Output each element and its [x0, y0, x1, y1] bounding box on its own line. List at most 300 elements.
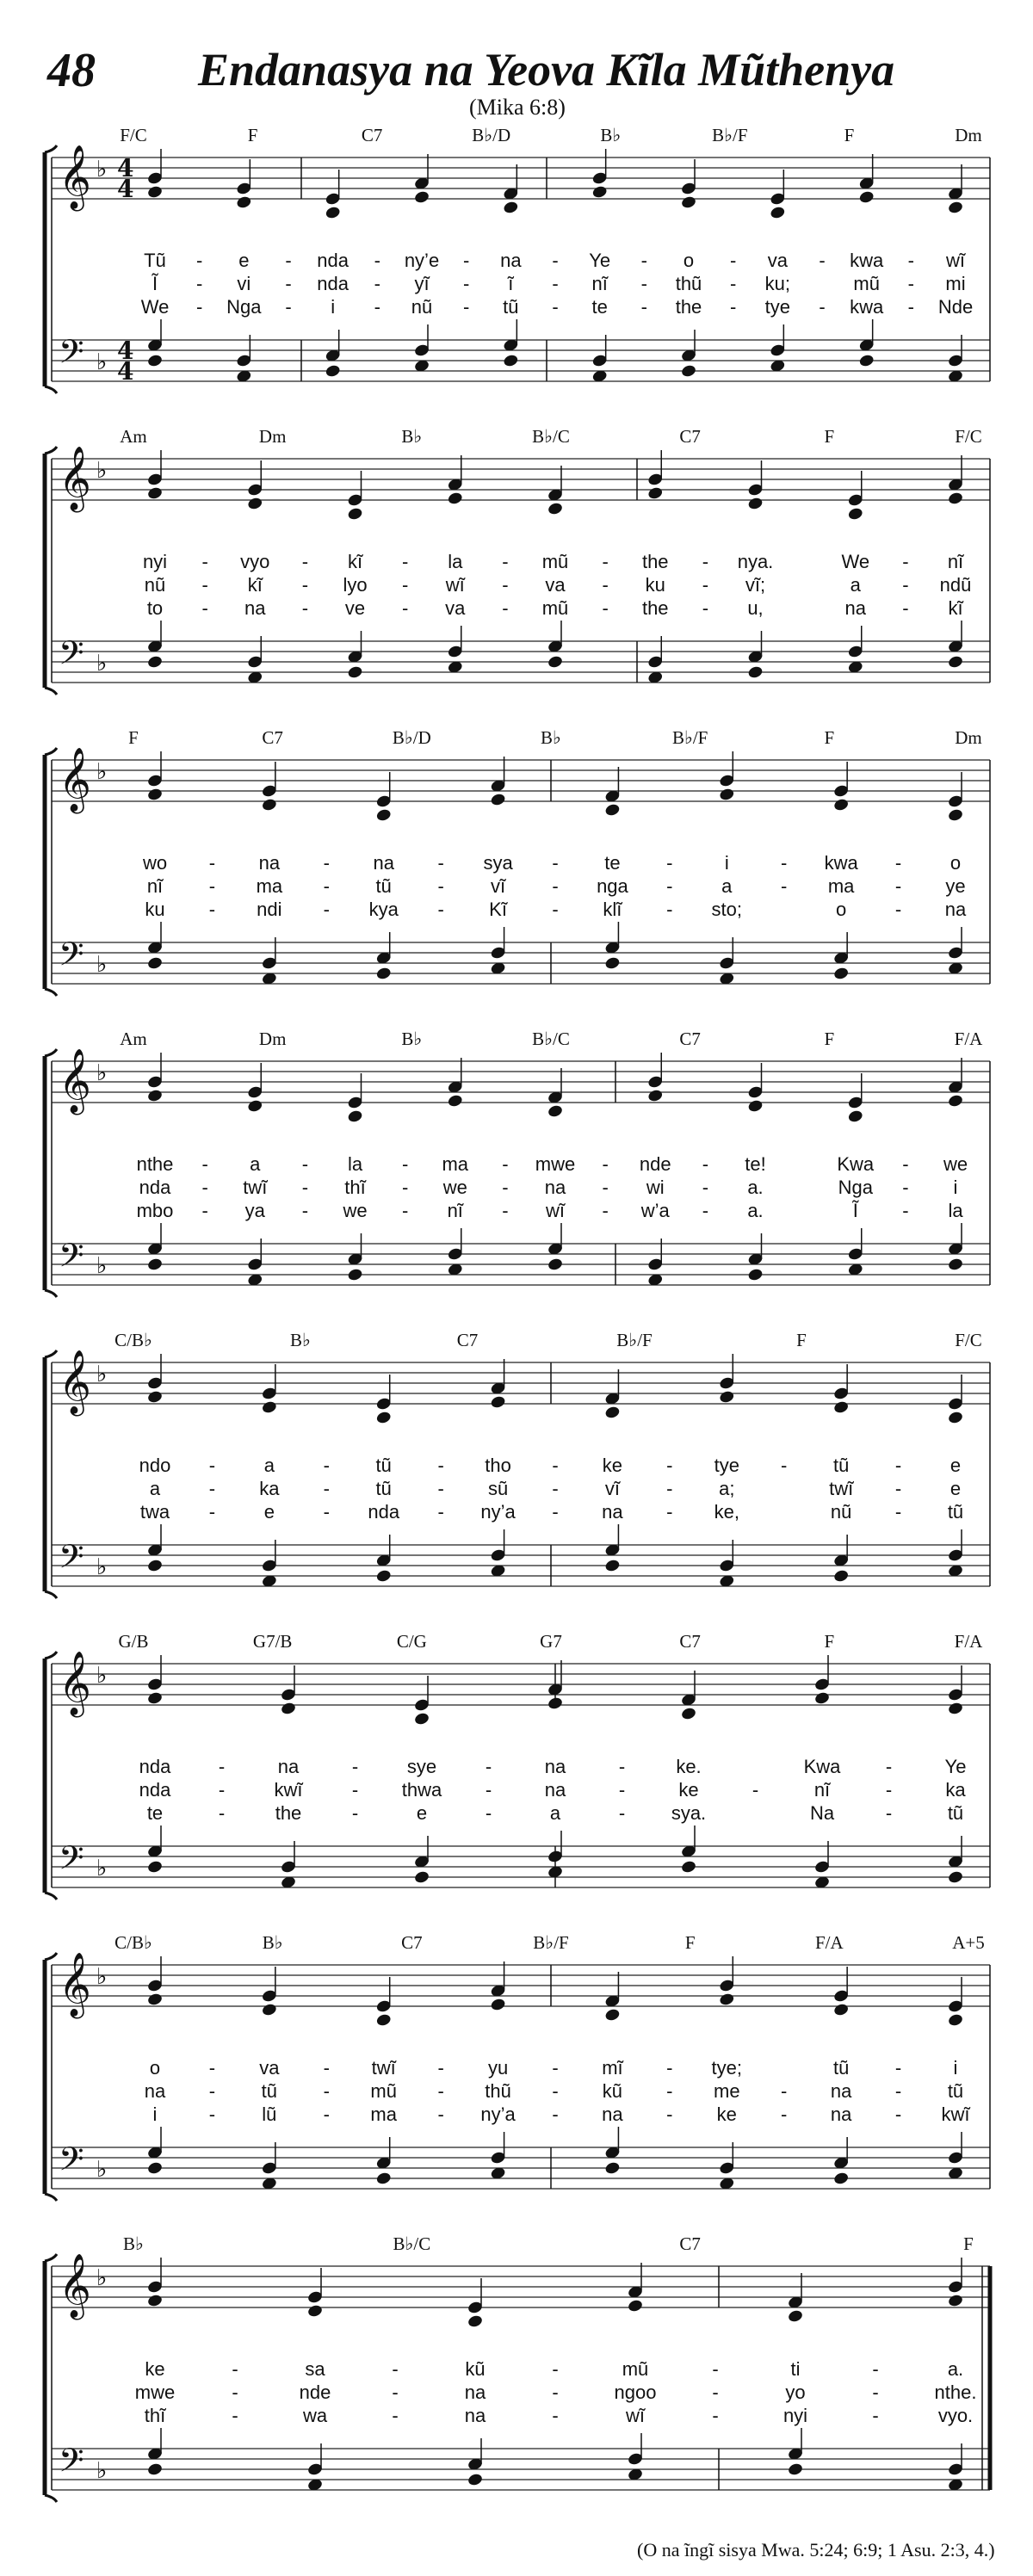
bass-notehead — [833, 1569, 850, 1584]
lyric-hyphen: - — [666, 2103, 673, 2125]
lyric-hyphen: - — [201, 551, 208, 572]
lyric-verse-3: mũ — [541, 597, 569, 619]
lyric-verse-1: nda — [317, 250, 349, 271]
lyric-hyphen: - — [902, 1200, 909, 1221]
bracket-bottom — [45, 2194, 57, 2201]
lyric-hyphen: - — [437, 1501, 444, 1523]
lyric-verse-3: nũ — [411, 296, 433, 318]
lyric-verse-3: kya — [368, 899, 399, 920]
lyric-verse-1: wo — [142, 852, 168, 874]
lyric-hyphen: - — [201, 597, 208, 619]
lyric-hyphen: - — [323, 852, 330, 874]
lyric-verse-2: nda — [139, 1177, 171, 1198]
lyric-verse-3: e — [263, 1501, 275, 1523]
lyric-verse-3: te — [591, 296, 608, 318]
lyric-hyphen: - — [232, 2381, 238, 2403]
bass-notehead — [680, 364, 696, 379]
chord-symbol: Dm — [955, 125, 982, 145]
lyric-hyphen: - — [208, 1455, 216, 1476]
lyric-hyphen: - — [819, 296, 826, 318]
lyric-verse-3: wa — [302, 2405, 328, 2426]
lyric-verse-2: ke — [678, 1779, 699, 1801]
hymn-title: Endanasya na Yeova Kĩla Mũthenya — [198, 44, 895, 96]
lyric-verse-3: ya — [244, 1200, 265, 1221]
bass-notehead — [604, 1559, 621, 1573]
bass-clef-icon: 𝄢 — [59, 2140, 84, 2186]
lyric-verse-3: Na — [809, 1802, 835, 1824]
chord-symbol: B♭/D — [392, 727, 431, 748]
alto-notehead — [261, 2003, 277, 2017]
lyric-verse-2: twĩ — [243, 1177, 268, 1198]
chord-symbol: B♭/C — [532, 1029, 570, 1049]
alto-notehead — [833, 2003, 850, 2017]
lyric-verse-1: nthe — [136, 1153, 174, 1175]
lyric-hyphen: - — [392, 2405, 399, 2426]
chord-symbol: F — [128, 727, 139, 748]
lyric-hyphen: - — [618, 1756, 626, 1777]
chord-symbol: C7 — [361, 125, 383, 145]
lyric-verse-3: ny’a — [480, 2103, 516, 2125]
lyric-verse-1: wĩ — [946, 250, 965, 271]
lyric-verse-1: sye — [406, 1756, 437, 1777]
lyric-hyphen: - — [666, 2080, 673, 2102]
lyric-verse-1: tye; — [711, 2057, 743, 2079]
lyric-hyphen: - — [323, 2080, 330, 2102]
lyric-hyphen: - — [437, 899, 444, 920]
lyric-hyphen: - — [602, 597, 609, 619]
lyric-verse-1: ti — [790, 2358, 801, 2380]
lyric-verse-2: vi — [237, 273, 251, 294]
chord-symbol: B♭/C — [393, 2233, 431, 2254]
lyric-verse-3: Kĩ — [489, 899, 507, 920]
lyric-hyphen: - — [374, 250, 380, 271]
lyric-verse-2: ma — [256, 875, 283, 897]
lyric-verse-2: tũ — [375, 875, 392, 897]
lyric-hyphen: - — [894, 852, 902, 874]
alto-notehead — [280, 1702, 296, 1716]
music-system — [0, 2233, 1033, 2535]
lyric-verse-3: na — [244, 597, 266, 619]
lyric-verse-3: ku — [145, 899, 165, 920]
lyric-verse-1: o — [683, 250, 695, 271]
lyric-verse-3: tye — [764, 296, 791, 318]
lyric-verse-1: na — [277, 1756, 300, 1777]
lyric-verse-1: e — [949, 1455, 962, 1476]
lyric-verse-1: ma — [442, 1153, 469, 1175]
alto-notehead — [306, 2304, 323, 2319]
chord-symbol: C7 — [456, 1330, 479, 1350]
bass-notehead — [747, 665, 764, 680]
lyric-verse-3: nĩ — [447, 1200, 463, 1221]
lyric-verse-1: i — [953, 2057, 958, 2079]
lyric-verse-2: wi — [646, 1177, 665, 1198]
key-signature-flat-icon: ♭ — [96, 952, 108, 978]
lyric-hyphen: - — [195, 296, 203, 318]
lyric-hyphen: - — [485, 1756, 492, 1777]
lyric-hyphen: - — [323, 1478, 330, 1499]
lyric-hyphen: - — [232, 2358, 238, 2380]
lyric-verse-1: mĩ — [602, 2057, 623, 2079]
alto-notehead — [325, 206, 341, 220]
lyric-hyphen: - — [201, 1177, 208, 1198]
lyric-verse-2: na — [144, 2080, 166, 2102]
lyric-hyphen: - — [301, 1153, 309, 1175]
lyric-verse-2: thũ — [675, 273, 702, 294]
key-signature-flat-icon: ♭ — [96, 1060, 108, 1086]
lyric-verse-1: kĩ — [347, 551, 363, 572]
music-system — [0, 125, 1033, 426]
lyric-hyphen: - — [208, 875, 216, 897]
lyric-hyphen: - — [552, 2080, 559, 2102]
lyric-hyphen: - — [819, 250, 826, 271]
alto-notehead — [447, 1094, 463, 1109]
bracket-bottom — [45, 1290, 57, 1297]
music-system — [0, 1029, 1033, 1330]
lyric-hyphen: - — [195, 250, 203, 271]
lyric-verse-2: nĩ — [591, 273, 608, 294]
lyric-verse-2: tũ — [375, 1478, 392, 1499]
lyric-verse-3: te — [146, 1802, 164, 1824]
lyric-hyphen: - — [552, 899, 559, 920]
lyric-hyphen: - — [666, 1455, 673, 1476]
chord-symbol: C7 — [679, 426, 701, 447]
lyric-verse-3: tũ — [947, 1501, 964, 1523]
lyric-verse-2: kũ — [602, 2080, 623, 2102]
lyric-verse-1: la — [347, 1153, 363, 1175]
bass-notehead — [146, 2462, 163, 2477]
bass-notehead — [146, 2161, 163, 2176]
lyric-verse-2: nũ — [144, 574, 166, 596]
lyric-hyphen: - — [781, 875, 788, 897]
alto-notehead — [247, 1099, 263, 1114]
lyric-hyphen: - — [351, 1802, 359, 1824]
lyric-verse-1: Kwa — [837, 1153, 875, 1175]
time-signature-digit: 4 — [117, 154, 134, 182]
alto-notehead — [680, 195, 696, 210]
lyric-verse-3: ke, — [714, 1501, 739, 1523]
alto-notehead — [490, 793, 506, 807]
lyric-verse-3: ve — [344, 597, 366, 619]
lyric-verse-3: tũ — [503, 296, 519, 318]
lyric-verse-1: Ye — [589, 250, 611, 271]
lyric-verse-1: we — [943, 1153, 968, 1175]
lyric-verse-1: nda — [139, 1756, 171, 1777]
lyric-hyphen: - — [301, 1200, 309, 1221]
lyric-hyphen: - — [437, 1478, 444, 1499]
lyric-hyphen: - — [712, 2358, 719, 2380]
lyric-hyphen: - — [781, 1455, 788, 1476]
lyric-verse-2: nĩ — [813, 1779, 831, 1801]
chord-symbol: Dm — [258, 1029, 287, 1049]
lyric-hyphen: - — [502, 1200, 509, 1221]
lyric-verse-3: vyo. — [937, 2405, 974, 2426]
bracket-bottom — [45, 386, 57, 393]
chord-symbol: F/C — [955, 1330, 982, 1350]
lyric-verse-3: sya. — [671, 1802, 707, 1824]
alto-notehead — [413, 190, 430, 205]
time-signature-digit: 4 — [117, 175, 134, 203]
chord-symbol: F — [247, 125, 258, 145]
lyric-hyphen: - — [894, 2057, 902, 2079]
chord-symbol: F/C — [120, 125, 147, 145]
lyric-hyphen: - — [502, 1153, 509, 1175]
lyric-verse-2: ma — [827, 875, 855, 897]
alto-notehead — [770, 206, 786, 220]
lyric-verse-3: na — [830, 2103, 852, 2125]
lyric-hyphen: - — [437, 2057, 444, 2079]
lyric-hyphen: - — [729, 296, 737, 318]
lyric-verse-1: a. — [947, 2358, 964, 2380]
lyric-verse-1: va — [767, 250, 788, 271]
chord-symbol: A+5 — [952, 1932, 985, 1953]
alto-notehead — [604, 2008, 621, 2023]
lyric-hyphen: - — [907, 296, 914, 318]
lyric-verse-2: thwa — [401, 1779, 442, 1801]
chord-symbol: B♭ — [262, 1932, 283, 1953]
lyric-hyphen: - — [702, 551, 709, 572]
lyric-verse-3: thĩ — [144, 2405, 166, 2426]
chord-symbol: Am — [120, 426, 147, 447]
lyric-hyphen: - — [301, 1177, 309, 1198]
lyric-verse-3: We — [140, 296, 170, 318]
lyric-verse-1: tũ — [375, 1455, 392, 1476]
lyric-verse-2: yo — [785, 2381, 806, 2403]
lyric-verse-2: Ĩ — [152, 273, 158, 294]
treble-clef-icon: 𝄞 — [59, 748, 91, 812]
alto-notehead — [847, 507, 863, 522]
lyric-verse-1: te — [604, 852, 621, 874]
alto-notehead — [146, 185, 163, 200]
treble-clef-icon: 𝄞 — [59, 145, 91, 209]
lyric-hyphen: - — [618, 1779, 626, 1801]
lyric-verse-2: thũ — [485, 2080, 511, 2102]
alto-notehead — [833, 1400, 850, 1415]
lyric-hyphen: - — [462, 250, 470, 271]
alto-notehead — [247, 497, 263, 511]
alto-notehead — [146, 2294, 163, 2308]
lyric-verse-3: kwĩ — [941, 2103, 970, 2125]
alto-notehead — [547, 1696, 563, 1711]
chord-symbol: Dm — [955, 727, 982, 748]
lyric-verse-3: a — [549, 1802, 561, 1824]
lyric-verse-1: We — [841, 551, 870, 572]
lyric-verse-1: Kwa — [803, 1756, 841, 1777]
lyric-hyphen: - — [618, 1802, 626, 1824]
lyric-hyphen: - — [602, 1200, 609, 1221]
lyric-hyphen: - — [602, 1153, 609, 1175]
bass-notehead — [547, 655, 563, 670]
lyric-verse-1: twĩ — [371, 2057, 396, 2079]
key-signature-flat-icon: ♭ — [96, 349, 108, 375]
alto-notehead — [680, 1707, 696, 1721]
lyric-verse-3: va — [445, 597, 466, 619]
lyric-verse-1: tũ — [832, 1455, 850, 1476]
alto-notehead — [947, 491, 963, 506]
lyric-hyphen: - — [285, 296, 292, 318]
chord-symbol: F — [824, 1029, 835, 1049]
alto-notehead — [719, 788, 735, 802]
bass-notehead — [375, 2171, 392, 2186]
alto-notehead — [604, 1405, 621, 1420]
lyric-verse-2: ku; — [764, 273, 791, 294]
lyric-verse-1: o — [949, 852, 962, 874]
lyric-hyphen: - — [201, 574, 208, 596]
lyric-verse-1: tũ — [832, 2057, 850, 2079]
lyric-hyphen: - — [502, 574, 509, 596]
footer-references: (O na ĩngĩ sisya Mwa. 5:24; 6:9; 1 Asu. 2:3, 4.) — [637, 2539, 995, 2561]
lyric-verse-1: mũ — [541, 551, 569, 572]
key-signature-flat-icon: ♭ — [96, 2265, 108, 2291]
chord-symbol: C/G — [396, 1631, 427, 1652]
lyric-verse-2: a; — [719, 1478, 735, 1499]
lyric-verse-1: kwa — [850, 250, 884, 271]
bass-notehead — [146, 956, 163, 971]
lyric-hyphen: - — [729, 273, 737, 294]
lyric-hyphen: - — [218, 1802, 226, 1824]
bass-notehead — [547, 1257, 563, 1272]
alto-notehead — [503, 201, 519, 215]
lyric-hyphen: - — [323, 899, 330, 920]
lyric-verse-2: va — [545, 574, 566, 596]
lyric-hyphen: - — [712, 2381, 719, 2403]
chord-symbol: C7 — [401, 1932, 423, 1953]
lyric-hyphen: - — [401, 597, 409, 619]
alto-notehead — [146, 1992, 163, 2007]
bass-notehead — [375, 967, 392, 981]
lyric-verse-3: mbo — [136, 1200, 174, 1221]
lyric-hyphen: - — [201, 1153, 208, 1175]
lyric-verse-2: ka — [945, 1779, 966, 1801]
chord-symbol: Dm — [258, 426, 287, 447]
lyric-hyphen: - — [781, 852, 788, 874]
lyric-verse-1: ndo — [139, 1455, 171, 1476]
lyric-hyphen: - — [301, 574, 309, 596]
lyric-hyphen: - — [201, 1200, 208, 1221]
chord-symbol: F — [824, 426, 835, 447]
bass-notehead — [146, 1257, 163, 1272]
lyric-verse-3: na — [844, 597, 866, 619]
alto-notehead — [375, 2013, 392, 2028]
bracket-bottom — [45, 688, 57, 695]
lyric-hyphen: - — [502, 551, 509, 572]
lyric-verse-2: na — [464, 2381, 486, 2403]
lyric-verse-2: na — [544, 1779, 566, 1801]
alto-notehead — [747, 1099, 764, 1114]
alto-notehead — [947, 2013, 963, 2028]
chord-symbol: F/A — [954, 1029, 983, 1049]
alto-notehead — [847, 1109, 863, 1124]
lyric-hyphen: - — [323, 875, 330, 897]
lyric-hyphen: - — [552, 852, 559, 874]
lyric-hyphen: - — [872, 2381, 879, 2403]
bass-clef-icon: 𝄢 — [59, 935, 84, 981]
lyric-verse-3: na — [944, 899, 967, 920]
lyric-verse-2: mũ — [853, 273, 880, 294]
lyric-hyphen: - — [640, 273, 647, 294]
lyric-hyphen: - — [885, 1802, 893, 1824]
alto-notehead — [647, 486, 664, 501]
lyric-verse-1: ke — [145, 2358, 165, 2380]
lyric-verse-1: la — [448, 551, 463, 572]
bass-notehead — [467, 2473, 483, 2487]
lyric-hyphen: - — [640, 250, 647, 271]
bracket-top — [45, 748, 57, 755]
lyric-hyphen: - — [902, 574, 909, 596]
alto-notehead — [947, 1094, 963, 1109]
bracket-bottom — [45, 1591, 57, 1598]
lyric-hyphen: - — [552, 296, 559, 318]
lyric-hyphen: - — [502, 1177, 509, 1198]
lyric-verse-2: ku — [645, 574, 665, 596]
lyric-hyphen: - — [872, 2405, 879, 2426]
alto-notehead — [858, 190, 875, 205]
alto-notehead — [236, 195, 252, 210]
lyric-hyphen: - — [218, 1779, 226, 1801]
music-system — [0, 426, 1033, 727]
lyric-verse-2: me — [714, 2080, 740, 2102]
lyric-hyphen: - — [208, 1478, 216, 1499]
alto-notehead — [719, 1992, 735, 2007]
lyric-verse-3: nyi — [782, 2405, 808, 2426]
lyric-hyphen: - — [902, 1177, 909, 1198]
lyric-verse-2: ĩ — [508, 273, 514, 294]
lyric-verse-2: i — [953, 1177, 958, 1198]
alto-notehead — [347, 507, 363, 522]
bass-notehead — [787, 2462, 803, 2477]
lyric-hyphen: - — [208, 2080, 216, 2102]
alto-notehead — [604, 803, 621, 818]
lyric-verse-3: twa — [139, 1501, 170, 1523]
music-system — [0, 1631, 1033, 1932]
key-signature-flat-icon: ♭ — [96, 1554, 108, 1580]
lyric-hyphen: - — [462, 273, 470, 294]
lyric-hyphen: - — [666, 1478, 673, 1499]
chord-symbol: C7 — [262, 727, 283, 748]
key-signature-flat-icon: ♭ — [96, 2458, 108, 2484]
lyric-verse-3: lũ — [262, 2103, 277, 2125]
lyric-hyphen: - — [702, 1200, 709, 1221]
lyric-hyphen: - — [894, 2080, 902, 2102]
bass-notehead — [858, 354, 875, 368]
lyric-verse-3: we — [343, 1200, 368, 1221]
chord-symbol: C/B♭ — [114, 1330, 152, 1350]
lyric-verse-1: tho — [485, 1455, 511, 1476]
lyric-verse-3: klĩ — [603, 899, 622, 920]
lyric-hyphen: - — [666, 899, 673, 920]
chord-symbol: F/A — [814, 1932, 844, 1953]
lyric-hyphen: - — [902, 1153, 909, 1175]
key-signature-flat-icon: ♭ — [96, 458, 108, 484]
alto-notehead — [813, 1691, 830, 1706]
lyric-hyphen: - — [462, 296, 470, 318]
bracket-top — [45, 447, 57, 454]
bass-notehead — [146, 354, 163, 368]
alto-notehead — [146, 486, 163, 501]
bass-clef-icon: 𝄢 — [59, 633, 84, 680]
lyric-hyphen: - — [552, 2358, 559, 2380]
lyric-verse-1: ny’e — [404, 250, 440, 271]
bass-clef-icon: 𝄢 — [59, 332, 84, 379]
key-signature-flat-icon: ♭ — [96, 2157, 108, 2183]
lyric-hyphen: - — [401, 1200, 409, 1221]
bracket-top — [45, 2254, 57, 2261]
lyric-verse-3: Nga — [226, 296, 262, 318]
bracket-bottom — [45, 989, 57, 996]
alto-notehead — [375, 808, 392, 823]
lyric-verse-3: ma — [370, 2103, 397, 2125]
chord-symbol: B♭ — [401, 1029, 423, 1049]
lyric-hyphen: - — [218, 1756, 226, 1777]
